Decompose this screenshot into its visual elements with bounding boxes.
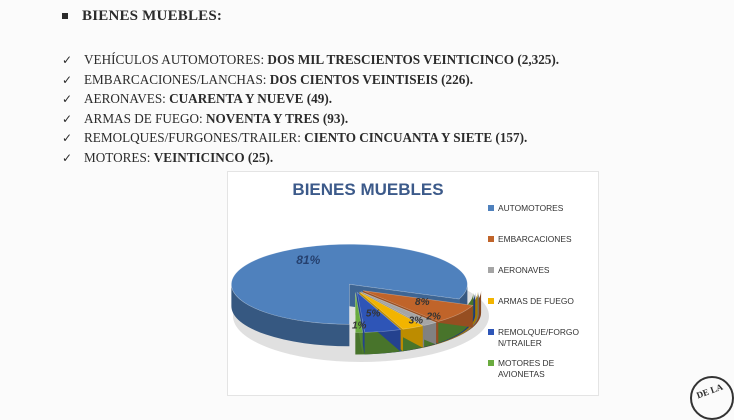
item-label: EMBARCACIONES/LANCHAS:	[84, 71, 270, 87]
legend-swatch	[488, 329, 494, 335]
legend-label: EMBARCACIONES	[498, 234, 572, 244]
checkmark-icon: ✓	[62, 131, 73, 145]
data-label: 81%	[296, 252, 321, 267]
legend-item	[488, 203, 598, 214]
legend-item	[488, 265, 598, 276]
legend-item	[488, 358, 598, 380]
legend-label: AERONAVES	[498, 265, 550, 275]
checkmark-icon: ✓	[62, 150, 73, 165]
chart-title: BIENES MUEBLES	[292, 180, 444, 199]
item-label: AERONAVES:	[84, 91, 170, 106]
item-label: VEHÍCULOS AUTOMOTORES:	[84, 52, 268, 67]
item-value: CUARENTA Y NUEVE (49).	[169, 91, 333, 106]
seal-stamp	[690, 376, 734, 420]
stamp-text: DE LA	[695, 381, 725, 401]
item-value: NOVENTA Y TRES (93).	[206, 110, 349, 126]
item-label: REMOLQUES/FURGONES/TRAILER:	[84, 130, 305, 145]
legend-label: REMOLQUE/FORGO N/TRAILER	[498, 327, 579, 348]
item-label: MOTORES:	[84, 149, 154, 165]
legend-swatch	[488, 236, 494, 242]
item-label: ARMAS DE FUEGO:	[84, 110, 206, 126]
legend-label: AUTOMOTORES	[498, 203, 564, 213]
legend-swatch	[488, 205, 494, 211]
legend-item	[488, 327, 598, 349]
item-value: CIENTO CINCUANTA Y SIETE (157).	[304, 130, 528, 145]
legend-swatch	[488, 298, 494, 304]
checkmark-icon: ✓	[62, 92, 73, 106]
data-label: 5%	[365, 308, 381, 320]
checkmark-icon: ✓	[62, 111, 73, 126]
data-label: 3%	[408, 315, 424, 327]
legend-item	[488, 234, 598, 245]
item-value: DOS CIENTOS VEINTISEIS (226).	[269, 71, 474, 87]
legend-swatch	[488, 267, 494, 273]
legend-item	[488, 296, 598, 307]
item-value: VEINTICINCO (25).	[153, 149, 274, 165]
data-label: 8%	[415, 297, 430, 309]
section-heading-text: BIENES MUEBLES:	[82, 8, 223, 24]
checkmark-icon: ✓	[62, 72, 73, 87]
legend-label: ARMAS DE FUEGO	[498, 296, 574, 306]
data-label: 1%	[351, 320, 367, 332]
checkmark-icon: ✓	[62, 53, 73, 67]
legend-label: MOTORES DE AVIONETAS	[498, 358, 555, 379]
data-label: 2%	[426, 311, 441, 323]
legend-swatch	[488, 360, 494, 366]
item-value: DOS MIL TRESCIENTOS VEINTICINCO (2,325).	[267, 52, 560, 67]
